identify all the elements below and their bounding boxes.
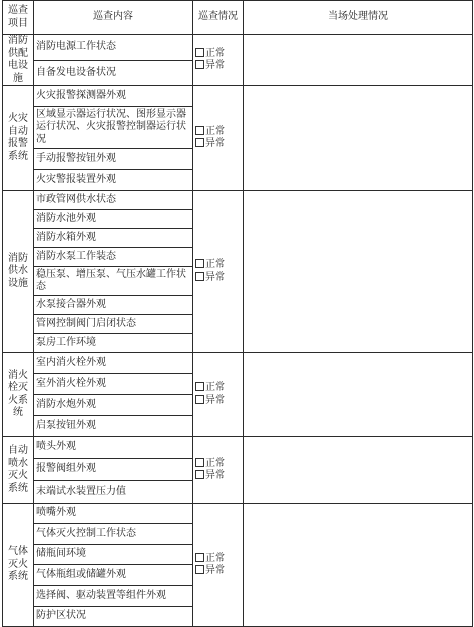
- checkbox-icon[interactable]: [195, 272, 204, 281]
- status-option-label: 异常: [205, 470, 225, 481]
- inspection-item: 市政管网供水状态: [34, 191, 193, 210]
- status-abnormal-option[interactable]: [195, 60, 241, 73]
- inspection-table-body: [3, 1, 473, 627]
- inspection-item: 消防水炮外观: [34, 395, 193, 416]
- inspection-item: 气体灭火控制工作状态: [34, 524, 193, 545]
- header-inspection-status: 巡查情况: [193, 1, 244, 35]
- status-option-label: 异常: [205, 565, 225, 576]
- inspection-item: 启泵按钮外观: [34, 416, 193, 437]
- table-row: [3, 35, 473, 61]
- category-cell: 消火栓灭火系统: [3, 353, 34, 437]
- status-abnormal-option[interactable]: [195, 565, 241, 578]
- inspection-item: 消防水池外观: [34, 210, 193, 229]
- inspection-table: [2, 0, 473, 627]
- inspection-item: 管网控制阀门启闭状态: [34, 315, 193, 334]
- category-cell: 火灾自动报警系统: [3, 86, 34, 191]
- status-option-label: 异常: [205, 138, 225, 149]
- checkbox-icon[interactable]: [195, 553, 204, 562]
- header-on-site-handling: 当场处理情况: [244, 1, 473, 35]
- inspection-item: 喷头外观: [34, 437, 193, 459]
- inspection-item: 稳压泵、增压泵、气压水罐工作状态: [34, 267, 193, 296]
- inspection-item: 末端试水装置压力值: [34, 481, 193, 504]
- status-option-label: 异常: [205, 271, 225, 283]
- status-abnormal-option[interactable]: [195, 395, 241, 408]
- on-site-handling-cell[interactable]: [244, 35, 473, 86]
- category-cell: 消防供水设施: [3, 191, 34, 353]
- on-site-handling-cell[interactable]: [244, 353, 473, 437]
- status-normal-option[interactable]: [195, 126, 241, 139]
- status-cell: [193, 437, 244, 504]
- status-option-label: 正常: [205, 259, 225, 270]
- status-option-label: 正常: [205, 457, 225, 469]
- table-row: [3, 353, 473, 374]
- inspection-item: 火灾警报装置外观: [34, 170, 193, 191]
- status-cell: [193, 504, 244, 627]
- inspection-item: 自备发电设备状况: [34, 61, 193, 86]
- inspection-item: 消防水箱外观: [34, 229, 193, 248]
- inspection-item: 储瓶间环境: [34, 545, 193, 565]
- checkbox-icon[interactable]: [195, 48, 204, 57]
- status-option-label: 正常: [205, 125, 225, 137]
- inspection-item: 防护区状况: [34, 607, 193, 627]
- inspection-item: 消防水泵工作装态: [34, 248, 193, 267]
- on-site-handling-cell[interactable]: [244, 191, 473, 353]
- on-site-handling-cell[interactable]: [244, 86, 473, 191]
- inspection-item: 报警阀组外观: [34, 459, 193, 481]
- status-option-label: 正常: [205, 552, 225, 564]
- status-cell: [193, 86, 244, 191]
- inspection-item: 手动报警按钮外观: [34, 149, 193, 170]
- inspection-item: 室外消火栓外观: [34, 374, 193, 395]
- status-normal-option[interactable]: [195, 48, 241, 61]
- table-row: [3, 191, 473, 210]
- checkbox-icon[interactable]: [195, 470, 204, 479]
- table-row: [3, 437, 473, 459]
- status-normal-option[interactable]: [195, 458, 241, 471]
- inspection-item: 区域显示器运行状况、图形显示器运行状况、火灾报警控制器运行状况: [34, 107, 193, 149]
- checkbox-icon[interactable]: [195, 395, 204, 404]
- checkbox-icon[interactable]: [195, 382, 204, 391]
- table-row: [3, 504, 473, 524]
- checkbox-icon[interactable]: [195, 458, 204, 467]
- status-option-label: 正常: [205, 382, 225, 393]
- checkbox-icon[interactable]: [195, 126, 204, 135]
- checkbox-icon[interactable]: [195, 259, 204, 268]
- table-row: [3, 86, 473, 107]
- category-cell: 消防供配电设施: [3, 35, 34, 86]
- header-inspection-content: 巡查内容: [34, 1, 193, 35]
- inspection-item: 选择阀、驱动装置等组件外观: [34, 586, 193, 607]
- on-site-handling-cell[interactable]: [244, 504, 473, 627]
- inspection-item: 水泵接合器外观: [34, 296, 193, 315]
- inspection-item: 室内消火栓外观: [34, 353, 193, 374]
- status-cell: [193, 353, 244, 437]
- status-option-label: 正常: [205, 47, 225, 59]
- checkbox-icon[interactable]: [195, 60, 204, 69]
- status-cell: [193, 191, 244, 353]
- inspection-item: 泵房工作环境: [34, 334, 193, 353]
- on-site-handling-cell[interactable]: [244, 437, 473, 504]
- inspection-item: 气体瓶组或储罐外观: [34, 565, 193, 586]
- header-row: [3, 1, 473, 35]
- status-abnormal-option[interactable]: [195, 138, 241, 151]
- status-normal-option[interactable]: [195, 382, 241, 395]
- inspection-form: [2, 0, 472, 622]
- checkbox-icon[interactable]: [195, 138, 204, 147]
- inspection-item: 喷嘴外观: [34, 504, 193, 524]
- status-abnormal-option[interactable]: [195, 272, 241, 285]
- status-option-label: 异常: [205, 394, 225, 406]
- inspection-item: 消防电源工作状态: [34, 35, 193, 61]
- status-cell: [193, 35, 244, 86]
- status-abnormal-option[interactable]: [195, 470, 241, 483]
- header-inspection-item: 巡查项目: [3, 1, 34, 35]
- status-normal-option[interactable]: [195, 553, 241, 566]
- inspection-item: 火灾报警探测器外观: [34, 86, 193, 107]
- status-normal-option[interactable]: [195, 259, 241, 272]
- status-option-label: 异常: [205, 60, 225, 71]
- category-cell: 自动喷水灭火系统: [3, 437, 34, 504]
- category-cell: 气体灭火系统: [3, 504, 34, 627]
- checkbox-icon[interactable]: [195, 565, 204, 574]
